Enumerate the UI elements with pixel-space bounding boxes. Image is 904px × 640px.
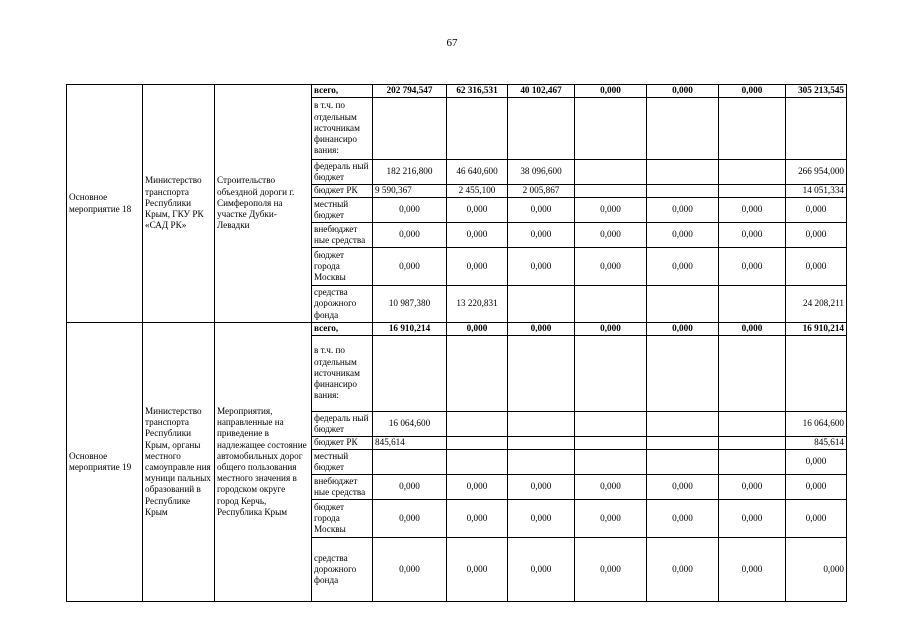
value-cell: [647, 185, 719, 198]
value-cell: 0,000: [719, 248, 786, 286]
value-cell: 16 910,214: [373, 323, 447, 336]
value-cell: 0,000: [508, 248, 575, 286]
value-cell: 182 216,800: [373, 160, 447, 185]
value-cell: [719, 98, 786, 160]
value-cell: [447, 437, 508, 450]
value-cell: 266 954,000: [786, 160, 847, 185]
source-label: всего,: [312, 323, 373, 336]
value-cell: 0,000: [575, 85, 647, 98]
value-cell: [575, 185, 647, 198]
value-cell: [447, 98, 508, 160]
source-label: всего,: [312, 85, 373, 98]
value-cell: 305 213,545: [786, 85, 847, 98]
value-cell: 0,000: [575, 198, 647, 223]
value-cell: [647, 412, 719, 437]
value-cell: [786, 98, 847, 160]
value-cell: 62 316,531: [447, 85, 508, 98]
source-label: местный бюджет: [312, 198, 373, 223]
value-cell: 13 220,831: [447, 286, 508, 323]
source-label: местный бюджет: [312, 450, 373, 475]
description-cell: Строительство объездной дороги г. Симферополя на участке Дубки-Левадки: [215, 85, 312, 323]
value-cell: 14 051,334: [786, 185, 847, 198]
value-cell: 0,000: [786, 248, 847, 286]
value-cell: [575, 98, 647, 160]
value-cell: [508, 437, 575, 450]
value-cell: [647, 437, 719, 450]
value-cell: 0,000: [575, 248, 647, 286]
description-cell: Мероприятия, направленные на приведение в надлежащее состояние автомобильных дорог общего пользования местного значения в городском округе город Керчь, Республика Крым: [215, 323, 312, 602]
value-cell: [719, 412, 786, 437]
value-cell: 0,000: [647, 85, 719, 98]
value-cell: 0,000: [508, 500, 575, 538]
budget-table-body: [67, 85, 847, 602]
source-label: федераль ный бюджет: [312, 160, 373, 185]
value-cell: 0,000: [719, 85, 786, 98]
value-cell: 0,000: [575, 223, 647, 248]
executor-cell: Министерство транспорта Республики Крым, органы местного самоуправле ния муници пальных образований в Республике Крым: [143, 323, 215, 602]
source-label: федераль ный бюджет: [312, 412, 373, 437]
value-cell: [373, 450, 447, 475]
value-cell: 2 005,867: [508, 185, 575, 198]
value-cell: 845,614: [373, 437, 447, 450]
value-cell: 0,000: [647, 198, 719, 223]
value-cell: [575, 450, 647, 475]
value-cell: [575, 412, 647, 437]
value-cell: 9 590,367: [373, 185, 447, 198]
value-cell: 0,000: [719, 500, 786, 538]
value-cell: 0,000: [373, 198, 447, 223]
table-row-total: [67, 323, 847, 336]
value-cell: 38 096,600: [508, 160, 575, 185]
source-label: средства дорожного фонда: [312, 538, 373, 602]
value-cell: 0,000: [508, 223, 575, 248]
value-cell: [575, 160, 647, 185]
value-cell: [719, 160, 786, 185]
value-cell: 0,000: [447, 248, 508, 286]
value-cell: 10 987,380: [373, 286, 447, 323]
value-cell: [508, 412, 575, 437]
executor-cell: Министерство транспорта Республики Крым, ГКУ РК «САД РК»: [143, 85, 215, 323]
value-cell: 2 455,100: [447, 185, 508, 198]
value-cell: [647, 286, 719, 323]
value-cell: 16 064,600: [786, 412, 847, 437]
value-cell: [719, 185, 786, 198]
value-cell: 0,000: [647, 323, 719, 336]
value-cell: [373, 336, 447, 412]
value-cell: [508, 450, 575, 475]
value-cell: [647, 450, 719, 475]
value-cell: [575, 437, 647, 450]
budget-table: [66, 84, 847, 602]
value-cell: 0,000: [719, 323, 786, 336]
value-cell: 16 910,214: [786, 323, 847, 336]
value-cell: [575, 286, 647, 323]
source-label: в т.ч. по отдельным источникам финансиро вания:: [312, 98, 373, 160]
value-cell: [447, 412, 508, 437]
value-cell: [373, 98, 447, 160]
table-row-total: [67, 85, 847, 98]
value-cell: 0,000: [508, 475, 575, 500]
value-cell: 0,000: [575, 475, 647, 500]
value-cell: [508, 98, 575, 160]
value-cell: [719, 450, 786, 475]
source-label: в т.ч. по отдельным источникам финансиро вания:: [312, 336, 373, 412]
value-cell: 0,000: [719, 475, 786, 500]
value-cell: 0,000: [575, 538, 647, 602]
value-cell: [447, 336, 508, 412]
value-cell: 0,000: [508, 198, 575, 223]
value-cell: [719, 336, 786, 412]
value-cell: 0,000: [447, 198, 508, 223]
value-cell: 0,000: [575, 323, 647, 336]
value-cell: 0,000: [647, 538, 719, 602]
value-cell: 0,000: [575, 500, 647, 538]
measure-cell: Основное мероприятие 18: [67, 85, 143, 323]
value-cell: [508, 286, 575, 323]
value-cell: 0,000: [647, 500, 719, 538]
value-cell: [575, 336, 647, 412]
measure-cell: Основное мероприятие 19: [67, 323, 143, 602]
value-cell: 0,000: [373, 248, 447, 286]
value-cell: 0,000: [508, 538, 575, 602]
source-label: внебюджет ные средства: [312, 475, 373, 500]
page-number: 67: [446, 37, 458, 49]
value-cell: [647, 98, 719, 160]
source-label: средства дорожного фонда: [312, 286, 373, 323]
value-cell: [719, 437, 786, 450]
value-cell: 202 794,547: [373, 85, 447, 98]
value-cell: 0,000: [786, 538, 847, 602]
value-cell: 0,000: [447, 223, 508, 248]
value-cell: 0,000: [373, 223, 447, 248]
value-cell: 0,000: [786, 500, 847, 538]
value-cell: 845,614: [786, 437, 847, 450]
value-cell: 0,000: [719, 223, 786, 248]
source-label: бюджет РК: [312, 437, 373, 450]
value-cell: 0,000: [447, 538, 508, 602]
value-cell: 0,000: [447, 323, 508, 336]
value-cell: 0,000: [447, 475, 508, 500]
value-cell: 46 640,600: [447, 160, 508, 185]
value-cell: 0,000: [786, 198, 847, 223]
value-cell: [647, 160, 719, 185]
value-cell: 0,000: [719, 538, 786, 602]
value-cell: [447, 450, 508, 475]
value-cell: 0,000: [719, 198, 786, 223]
value-cell: 40 102,467: [508, 85, 575, 98]
value-cell: 0,000: [373, 475, 447, 500]
value-cell: 0,000: [786, 450, 847, 475]
source-label: бюджет РК: [312, 185, 373, 198]
value-cell: 0,000: [373, 538, 447, 602]
source-label: бюджет города Москвы: [312, 248, 373, 286]
value-cell: [719, 286, 786, 323]
value-cell: 0,000: [647, 475, 719, 500]
value-cell: [786, 336, 847, 412]
source-label: бюджет города Москвы: [312, 500, 373, 538]
value-cell: 0,000: [647, 248, 719, 286]
value-cell: 0,000: [786, 475, 847, 500]
value-cell: 16 064,600: [373, 412, 447, 437]
value-cell: 0,000: [647, 223, 719, 248]
source-label: внебюджет ные средства: [312, 223, 373, 248]
value-cell: 0,000: [447, 500, 508, 538]
value-cell: 0,000: [373, 500, 447, 538]
value-cell: [647, 336, 719, 412]
value-cell: 0,000: [508, 323, 575, 336]
value-cell: 24 208,211: [786, 286, 847, 323]
value-cell: 0,000: [786, 223, 847, 248]
value-cell: [508, 336, 575, 412]
